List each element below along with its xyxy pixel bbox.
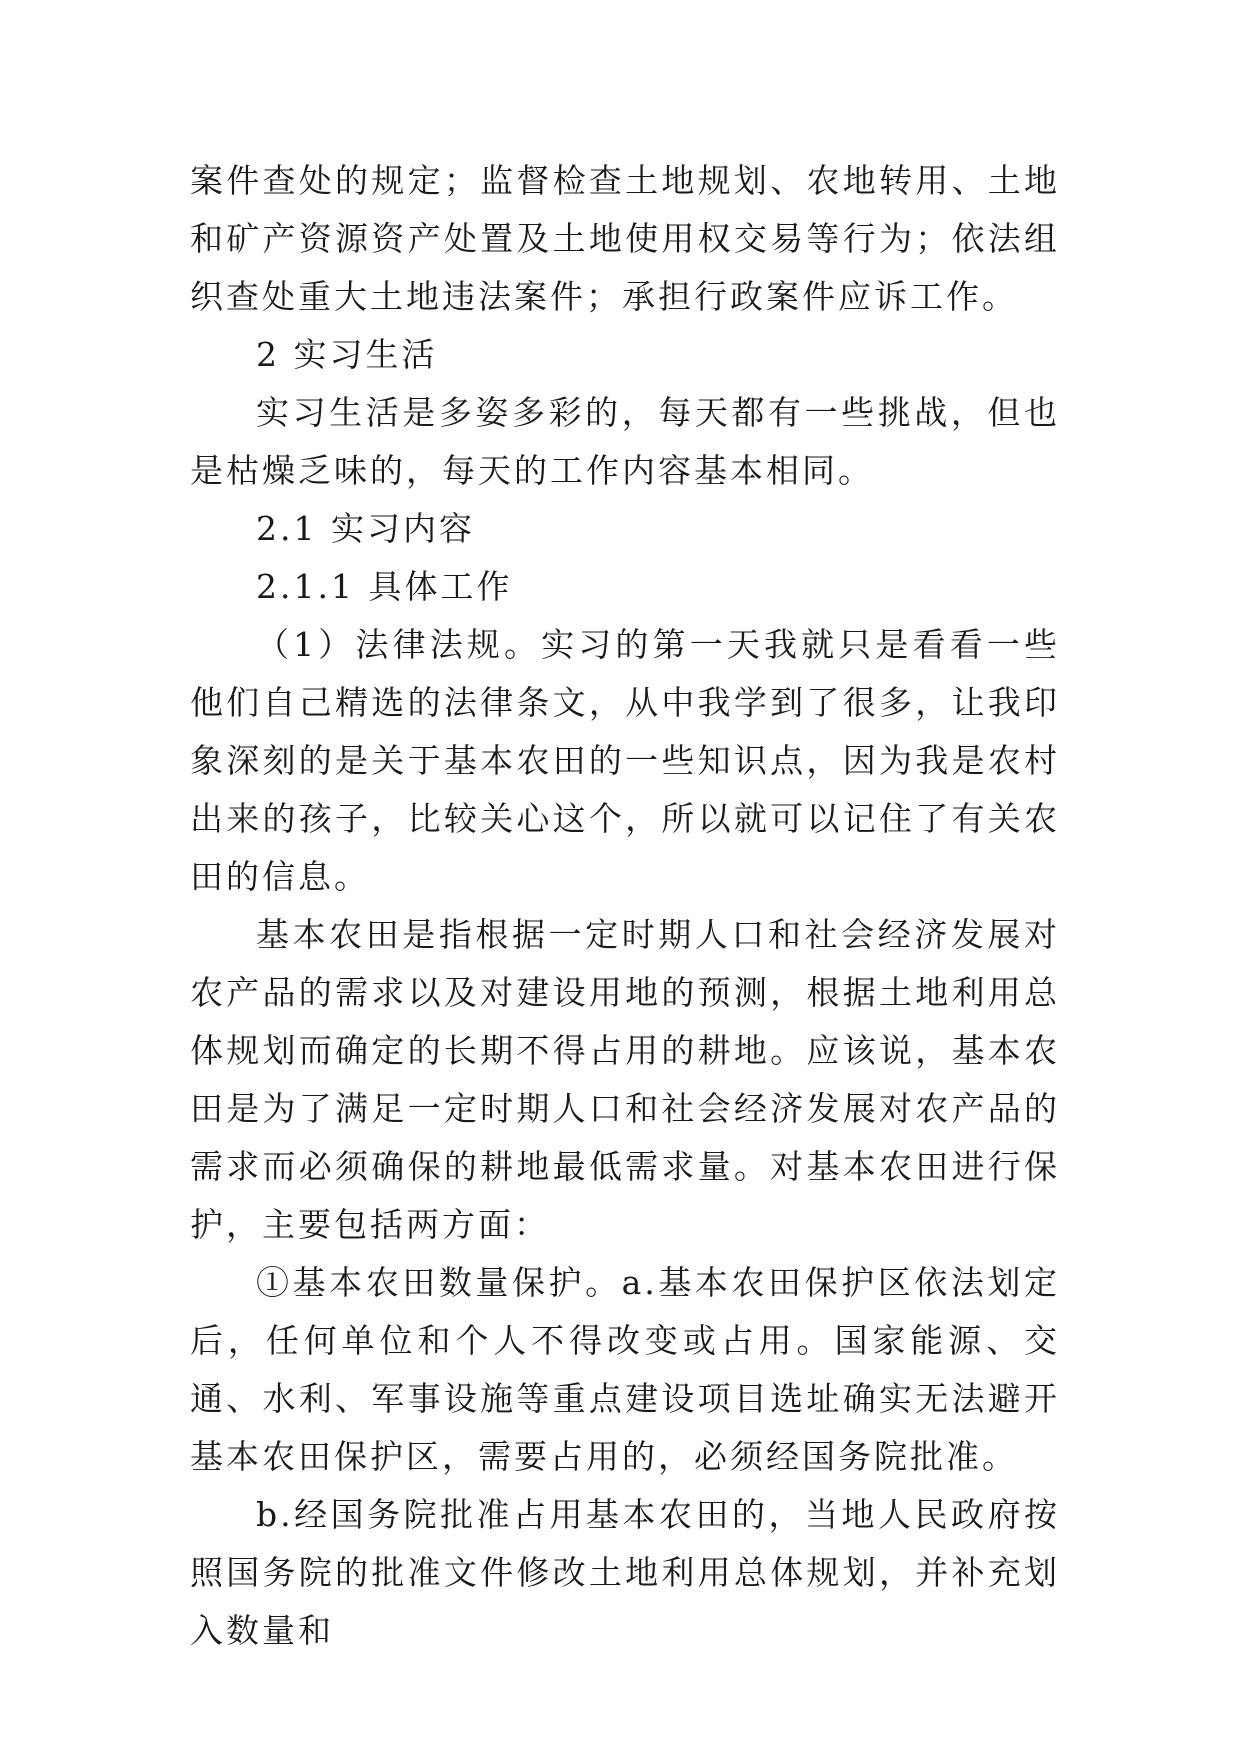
paragraph-2: 实习生活是多姿多彩的，每天都有一些挑战，但也是枯燥乏味的，每天的工作内容基本相同。 bbox=[190, 393, 1060, 490]
paragraph-5: ①基本农田数量保护。a.基本农田保护区依法划定后，任何单位和个人不得改变或占用。国家能源、交通、水利、军事设施等重点建设项目选址确实无法避开基本农田保护区，需要占用的，必须经国务院批准。 bbox=[190, 1263, 1060, 1476]
paragraph-3: （1）法律法规。实习的第一天我就只是看看一些他们自己精选的法律条文，从中我学到了很多，让我印象深刻的是关于基本农田的一些知识点，因为我是农村出来的孩子，比较关心这个，所以就可以记住了有关农田的信息。 bbox=[190, 625, 1060, 896]
section-heading-2: 2 实习生活 bbox=[256, 335, 438, 374]
paragraph-1: 案件查处的规定；监督检查土地规划、农地转用、土地和矿产资源资产处置及土地使用权交易等行为；依法组织查处重大土地违法案件；承担行政案件应诉工作。 bbox=[190, 161, 1060, 316]
paragraph-4: 基本农田是指根据一定时期人口和社会经济发展对农产品的需求以及对建设用地的预测，根据土地利用总体规划而确定的长期不得占用的耕地。应该说，基本农田是为了满足一定时期人口和社会经济发展对农产品的需求而必须确保的耕地最低需求量。对基本农田进行保护，主要包括两方面： bbox=[190, 915, 1060, 1244]
section-heading-2-1-1: 2.1.1 具体工作 bbox=[256, 567, 513, 606]
paragraph-6: b.经国务院批准占用基本农田的，当地人民政府按照国务院的批准文件修改土地利用总体规划，并补充划入数量和 bbox=[190, 1495, 1060, 1650]
section-heading-2-1: 2.1 实习内容 bbox=[256, 509, 475, 548]
document-body bbox=[190, 152, 1060, 1660]
